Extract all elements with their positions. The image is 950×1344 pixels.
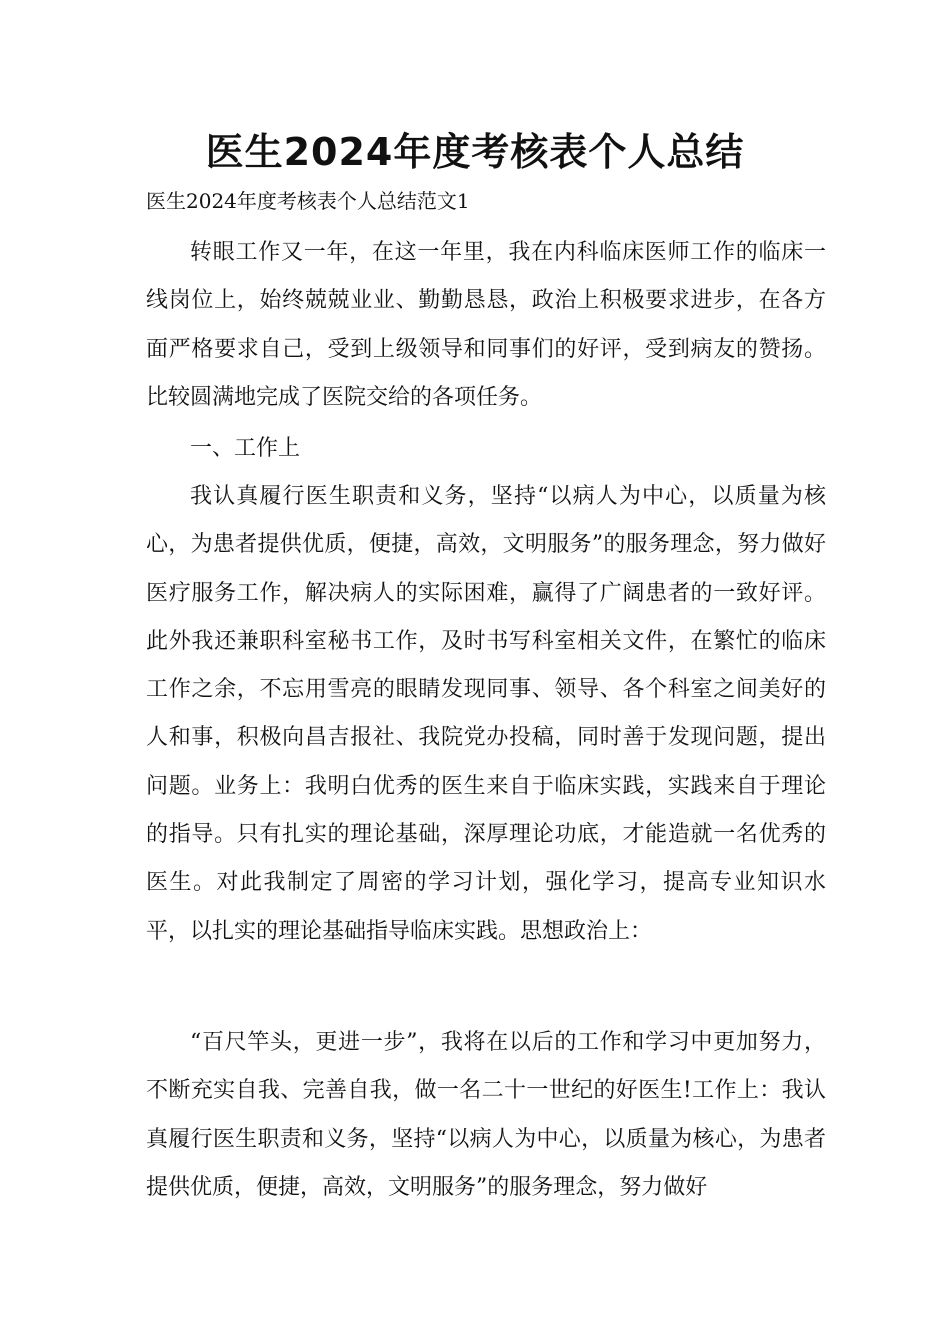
- paragraph-conclusion: “百尺竿头，更进一步”，我将在以后的工作和学习中更加努力，不断充实自我、完善自我，做一名二十一世纪的好医生!工作上：我认真履行医生职责和义务，坚持“以病人为中心，以质量为核心，为患者提供优质，便捷，高效，文明服务”的服务理念，努力做好: [146, 1030, 826, 1200]
- document-subtitle: 医生2024年度考核表个人总结范文1: [146, 189, 470, 213]
- paragraph-work: 我认真履行医生职责和义务，坚持“以病人为中心，以质量为核心，为患者提供优质，便捷，高效，文明服务”的服务理念，努力做好医疗服务工作，解决病人的实际困难，赢得了广阔患者的一致好评。此外我还兼职科室秘书工作，及时书写科室相关文件，在繁忙的临床工作之余，不忘用雪亮的眼睛发现同事、领导、各个科室之间美好的人和事，积极向昌吉报社、我院党办投稿，同时善于发现问题，提出问题。业务上：我明白优秀的医生来自于临床实践，实践来自于理论的指导。只有扎实的理论基础，深厚理论功底，才能造就一名优秀的医生。对此我制定了周密的学习计划，强化学习，提高专业知识水平，以扎实的理论基础指导临床实践。思想政治上：: [146, 484, 826, 944]
- paragraph-intro: 转眼工作又一年，在这一年里，我在内科临床医师工作的临床一线岗位上，始终兢兢业业、勤勤恳恳，政治上积极要求进步，在各方面严格要求自己，受到上级领导和同事们的好评，受到病友的赞扬。比较圆满地完成了医院交给的各项任务。: [146, 240, 826, 410]
- document-title: 医生2024年度考核表个人总结: [205, 130, 745, 174]
- section-heading-work: 一、工作上: [190, 436, 301, 461]
